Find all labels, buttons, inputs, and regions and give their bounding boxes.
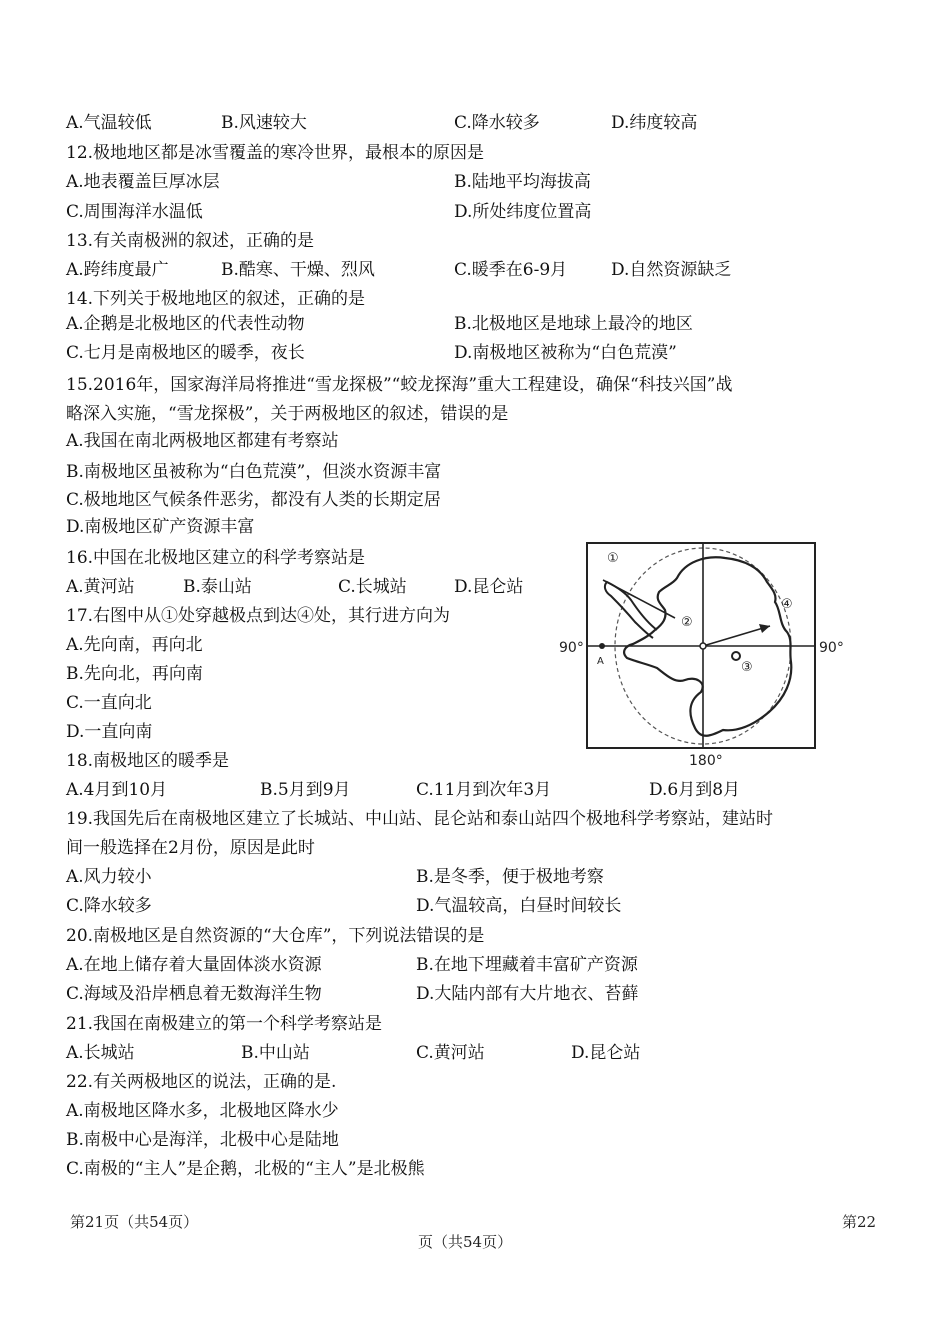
q13-option-a: A.跨纬度最广 xyxy=(66,260,169,280)
q11-option-a: A.气温较低 xyxy=(66,113,152,133)
q21-option-b: B.中山站 xyxy=(241,1043,310,1063)
q12-option-a: A.地表覆盖巨厚冰层 xyxy=(66,172,220,192)
q20-option-a: A.在地上储存着大量固体淡水资源 xyxy=(66,955,322,975)
q15-option-c: C.极地地区气候条件恶劣，都没有人类的长期定居 xyxy=(66,490,441,510)
q18-option-b: B.5月到9月 xyxy=(260,780,351,800)
q17-option-d: D.一直向南 xyxy=(66,722,153,742)
q21-option-a: A.长城站 xyxy=(66,1043,135,1063)
footer-right: 第22 xyxy=(842,1213,877,1231)
q20-option-b: B.在地下埋藏着丰富矿产资源 xyxy=(416,955,638,975)
point-3-marker xyxy=(732,652,740,660)
q19-option-a: A.风力较小 xyxy=(66,867,152,887)
q12-option-b: B.陆地平均海拔高 xyxy=(454,172,591,192)
q16-option-b: B.泰山站 xyxy=(183,577,252,597)
q15-stem-line-2: 略深入实施，“雪龙探极”，关于两极地区的叙述，错误的是 xyxy=(66,404,509,424)
footer-left: 第21页（共54页） xyxy=(70,1213,199,1231)
label-marker-3: ③ xyxy=(741,660,753,675)
point-a-marker xyxy=(599,643,605,649)
label-marker-1: ① xyxy=(607,551,619,566)
label-marker-4: ④ xyxy=(781,597,793,612)
q14-option-c: C.七月是南极地区的暖季，夜长 xyxy=(66,343,305,363)
q12-option-c: C.周围海洋水温低 xyxy=(66,202,203,222)
q19-option-c: C.降水较多 xyxy=(66,896,152,916)
label-marker-2: ② xyxy=(681,615,693,630)
q15-stem-line-1: 15.2016年，国家海洋局将推进“雪龙探极”“蛟龙探海”重大工程建设，确保“科技兴国”战 xyxy=(66,375,733,395)
q11-option-c: C.降水较多 xyxy=(454,113,540,133)
q12-option-d: D.所处纬度位置高 xyxy=(454,202,592,222)
route-arrow-head xyxy=(759,624,770,633)
q12-stem: 12.极地地区都是冰雪覆盖的寒冷世界，最根本的原因是 xyxy=(66,143,485,163)
q13-stem: 13.有关南极洲的叙述，正确的是 xyxy=(66,231,315,251)
q15-option-a: A.我国在南北两极地区都建有考察站 xyxy=(66,431,339,451)
q22-option-a: A.南极地区降水多，北极地区降水少 xyxy=(66,1101,339,1121)
q18-option-c: C.11月到次年3月 xyxy=(416,780,552,800)
q18-option-d: D.6月到8月 xyxy=(649,780,741,800)
label-90-west: 90° xyxy=(559,640,584,656)
q13-option-d: D.自然资源缺乏 xyxy=(611,260,732,280)
south-pole-marker xyxy=(700,643,706,649)
footer-center: 页（共54页） xyxy=(418,1233,513,1251)
q17-stem: 17.右图中从①处穿越极点到达④处，其行进方向为 xyxy=(66,606,451,626)
q11-option-d: D.纬度较高 xyxy=(611,113,698,133)
route-segment-2 xyxy=(703,626,770,646)
antarctica-map xyxy=(555,540,850,768)
q11-option-b: B.风速较大 xyxy=(221,113,307,133)
q15-option-b: B.南极地区虽被称为“白色荒漠”，但淡水资源丰富 xyxy=(66,462,442,482)
q19-stem-line-1: 19.我国先后在南极地区建立了长城站、中山站、昆仑站和泰山站四个极地科学考察站，建站时 xyxy=(66,809,774,829)
q15-option-d: D.南极地区矿产资源丰富 xyxy=(66,517,255,537)
q17-option-a: A.先向南，再向北 xyxy=(66,635,203,655)
q16-option-d: D.昆仑站 xyxy=(454,577,524,597)
q20-stem: 20.南极地区是自然资源的“大仓库”，下列说法错误的是 xyxy=(66,926,485,946)
q20-option-d: D.大陆内部有大片地衣、苔藓 xyxy=(416,984,639,1004)
q13-option-c: C.暖季在6-9月 xyxy=(454,260,568,280)
antarctica-map-figure xyxy=(555,540,850,768)
q21-stem: 21.我国在南极建立的第一个科学考察站是 xyxy=(66,1014,383,1034)
q14-option-a: A.企鹅是北极地区的代表性动物 xyxy=(66,314,305,334)
q16-stem: 16.中国在北极地区建立的科学考察站是 xyxy=(66,548,366,568)
q14-stem: 14.下列关于极地地区的叙述，正确的是 xyxy=(66,289,366,309)
q19-stem-line-2: 间一般选择在2月份，原因是此时 xyxy=(66,838,315,858)
q16-option-a: A.黄河站 xyxy=(66,577,135,597)
label-point-a: A xyxy=(597,656,604,667)
q21-option-d: D.昆仑站 xyxy=(571,1043,641,1063)
q19-option-b: B.是冬季，便于极地考察 xyxy=(416,867,604,887)
q20-option-c: C.海域及沿岸栖息着无数海洋生物 xyxy=(66,984,322,1004)
q17-option-c: C.一直向北 xyxy=(66,693,152,713)
label-90-east: 90° xyxy=(819,640,844,656)
q22-option-b: B.南极中心是海洋，北极中心是陆地 xyxy=(66,1130,339,1150)
q16-option-c: C.长城站 xyxy=(338,577,407,597)
q22-stem: 22.有关两极地区的说法，正确的是. xyxy=(66,1072,337,1092)
q14-option-b: B.北极地区是地球上最冷的地区 xyxy=(454,314,693,334)
q17-option-b: B.先向北，再向南 xyxy=(66,664,203,684)
q18-stem: 18.南极地区的暖季是 xyxy=(66,751,230,771)
q22-option-c: C.南极的“主人”是企鹅，北极的“主人”是北极熊 xyxy=(66,1159,425,1179)
q19-option-d: D.气温较高，白昼时间较长 xyxy=(416,896,622,916)
q21-option-c: C.黄河站 xyxy=(416,1043,485,1063)
q18-option-a: A.4月到10月 xyxy=(66,780,168,800)
q13-option-b: B.酷寒、干燥、烈风 xyxy=(221,260,375,280)
label-180: 180° xyxy=(689,753,723,768)
q14-option-d: D.南极地区被称为“白色荒漠” xyxy=(454,343,677,363)
